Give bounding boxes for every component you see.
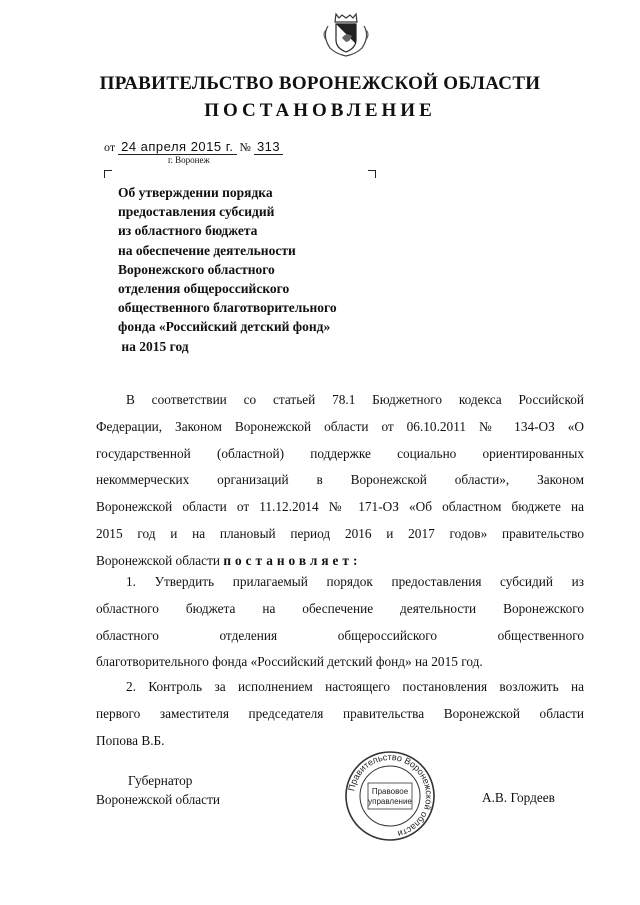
item-1-paragraph — [96, 569, 584, 676]
document-date: 24 апреля 2015 г. — [118, 139, 236, 155]
date-prefix: от — [104, 140, 116, 154]
subject-line: предоставления субсидий — [118, 204, 275, 220]
subject-line: Об утверждении порядка — [118, 185, 273, 200]
document-type: ПОСТАНОВЛЕНИЕ — [204, 100, 436, 121]
subject-corner-left — [104, 170, 112, 178]
subject-line: общественного благотворительного — [118, 300, 337, 316]
subject-line: из областного бюджета — [118, 223, 258, 239]
text-line: благотворительного фонда «Российский детский фонд» на 2015 год. — [96, 654, 483, 670]
text-line: Попова В.Б. — [96, 732, 165, 748]
date-number-line — [104, 139, 283, 155]
stamp-center-line-1: Правовое — [371, 787, 409, 796]
subject-line: фонда «Российский детский фонд» — [118, 319, 331, 335]
signatory-position: Губернатор — [128, 773, 193, 788]
signatory-title — [96, 771, 220, 809]
resolves-word: постановляет: — [223, 552, 362, 568]
city-label: г. Воронеж — [168, 155, 210, 165]
stamp-center-line-2: управление — [368, 797, 412, 806]
text-line: 1. Утвердить прилагаемый порядок предоставления субсидий из — [126, 574, 584, 589]
signatory-name: А.В. Гордеев — [482, 790, 555, 805]
item-2-paragraph — [96, 674, 584, 754]
government-title: ПРАВИТЕЛЬСТВО ВОРОНЕЖСКОЙ ОБЛАСТИ — [99, 73, 541, 94]
subject-line: отделения общероссийского — [118, 281, 290, 297]
official-stamp — [344, 750, 436, 842]
subject-line: на 2015 год — [118, 338, 189, 354]
text-line: В соответствии со статьей 78.1 Бюджетного кодекса Российской — [126, 392, 584, 407]
text-line: Воронежской области от 11.12.2014 № 171-ОЗ «Об областном бюджете на — [96, 499, 584, 515]
document-number: 313 — [254, 139, 283, 155]
text-line: 2015 год и на плановый период 2016 и 2017 годов» правительство — [96, 525, 584, 541]
text-line: государственной (областной) поддержке социально ориентированных — [96, 445, 584, 461]
text-line: Федерации, Законом Воронежской области от 06.10.2011 № 134-ОЗ «О — [96, 418, 584, 434]
subject-line: на обеспечение деятельности — [118, 242, 296, 258]
signatory-region: Воронежской области — [96, 792, 221, 807]
number-prefix: № — [239, 140, 251, 154]
text-line: некоммерческих организаций в Воронежской области», Законом — [96, 472, 584, 488]
text-line: областного бюджета на обеспечение деятельности Воронежского — [96, 600, 584, 616]
subject-line: Воронежского областного — [118, 261, 275, 277]
text-line: первого заместителя председателя правительства Воронежской области — [96, 705, 584, 721]
document-subject — [118, 183, 388, 356]
subject-corner-right — [368, 170, 376, 178]
coat-of-arms-emblem — [320, 8, 372, 60]
preamble-paragraph — [96, 387, 584, 575]
text-line: 2. Контроль за исполнением настоящего постановления возложить на — [126, 679, 584, 694]
preamble-last-text: Воронежской области — [96, 552, 221, 568]
stamp-ring-text: Правительство Воронежской области — [346, 751, 435, 840]
text-line: областного отделения общероссийского общественного — [96, 627, 584, 643]
